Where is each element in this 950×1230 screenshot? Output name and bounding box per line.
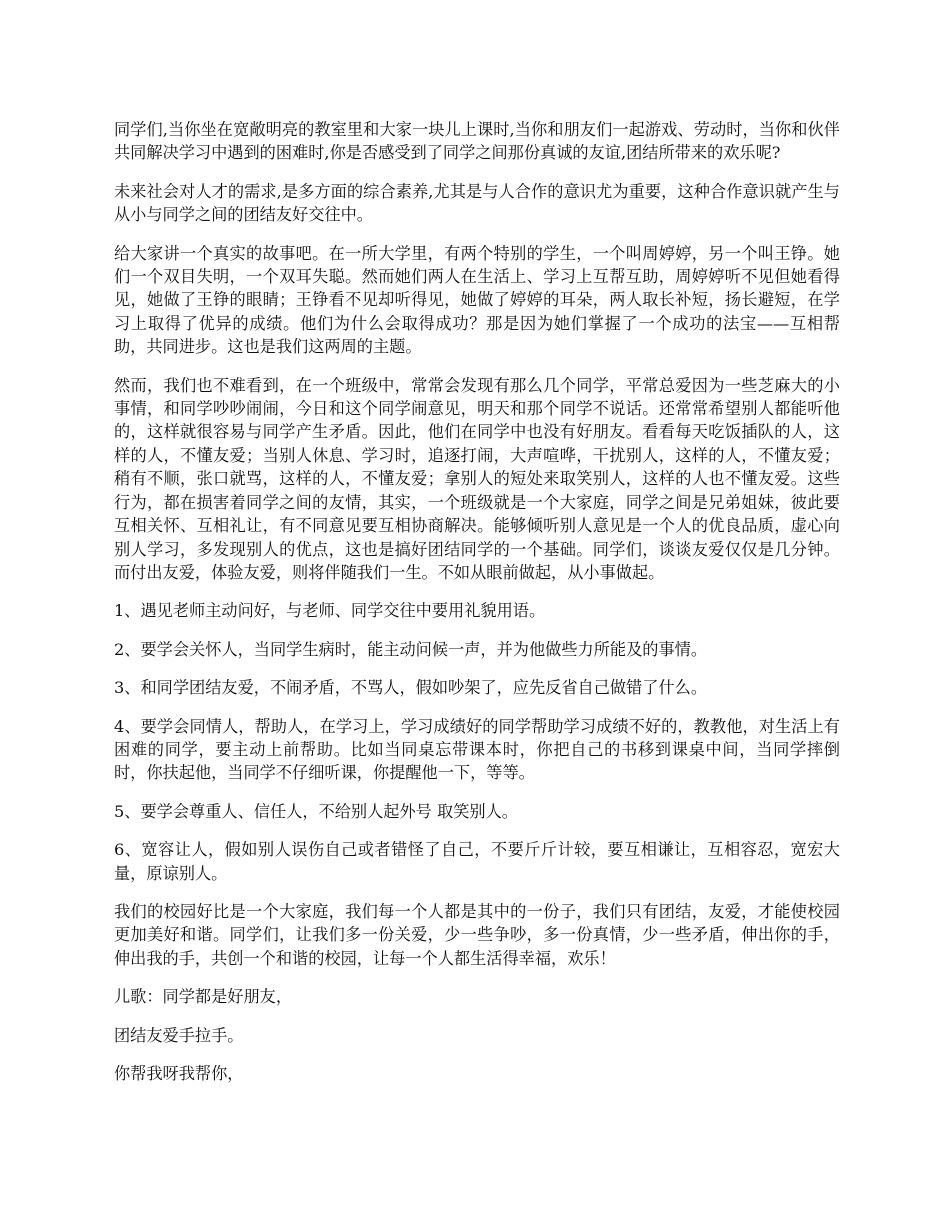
paragraph-story: 给大家讲一个真实的故事吧。在一所大学里，有两个特别的学生，一个叫周婷婷，另一个叫王铮。她们一个双目失明，一个双耳失聪。然而她们两人在生活上、学习上互帮互助，周婷婷听不见但她看得见，她做了王铮的眼睛；王铮看不见却听得见，她做了婷婷的耳朵，两人取长补短，扬长避短，在学习上取得了优异的成绩。他们为什么会取得成功？那是因为她们掌握了一个成功的法宝——互相帮助，共同进步。这也是我们这两周的主题。 — [114, 243, 840, 357]
list-item-4: 4、要学会同情人，帮助人，在学习上，学习成绩好的同学帮助学习成绩不好的，教教他，对生活上有困难的同学，要主动上前帮助。比如当同桌忘带课本时，你把自己的书移到课桌中间，当同学摔倒时，你扶起他，当同学不仔细听课，你提醒他一下，等等。 — [114, 716, 840, 783]
song-line-1: 儿歌：同学都是好朋友， — [114, 987, 293, 1007]
song-line-2: 团结友爱手拉手。 — [114, 1025, 244, 1045]
paragraph-conclusion: 我们的校园好比是一个大家庭，我们每一个人都是其中的一份子，我们只有团结，友爱，才能使校园更加美好和谐。同学们，让我们多一份关爱，少一些争吵，多一份真情，少一些矛盾，伸出你的手，伸出我的手，共创一个和谐的校园，让每一个人都生活得幸福，欢乐！ — [114, 901, 840, 968]
song-line-3: 你帮我呀我帮你， — [114, 1064, 244, 1083]
paragraph-intro: 同学们,当你坐在宽敞明亮的教室里和大家一块儿上课时,当你和朋友们一起游戏、劳动时，当你和伙伴共同解决学习中遇到的困难时,你是否感受到了同学之间那份真诚的友谊,团结所带来的欢乐呢? — [114, 120, 840, 163]
list-item-2: 2、要学会关怀人，当同学生病时，能主动问候一声，并为他做些力所能及的事情。 — [114, 639, 708, 659]
list-item-3: 3、和同学团结友爱，不闹矛盾，不骂人，假如吵架了，应先反省自己做错了什么。 — [114, 678, 708, 698]
document-body — [114, 118, 840, 1100]
list-item-1: 1、遇见老师主动问好，与老师、同学交往中要用礼貌用语。 — [114, 601, 546, 621]
paragraph-cooperation: 未来社会对人才的需求,是多方面的综合素养,尤其是与人合作的意识尤为重要，这种合作意识就产生与从小与同学之间的团结友好交往中。 — [114, 181, 840, 225]
paragraph-behavior: 然而，我们也不难看到，在一个班级中，常常会发现有那么几个同学，平常总爱因为一些芝麻大的小事情，和同学吵吵闹闹，今日和这个同学闹意见，明天和那个同学不说话。还常常希望别人都能听他的，这样就很容易与同学产生矛盾。因此，他们在同学中也没有好朋友。看看每天吃饭插队的人，这样的人，不懂友爱；当别人休息、学习时，追逐打闹，大声喧哗，干扰别人，这样的人，不懂友爱；稍有不顺，张口就骂，这样的人，不懂友爱；拿别人的短处来取笑别人，这样的人也不懂友爱。这些行为，都在损害着同学之间的友情，其实，一个班级就是一个大家庭，同学之间是兄弟姐妹，彼此要互相关怀、互相礼让，有不同意见要互相协商解决。能够倾听别人意见是一个人的优良品质，虚心向别人学习，多发现别人的优点，这也是搞好团结同学的一个基础。同学们，谈谈友爱仅仅是几分钟。而付出友爱，体验友爱，则将伴随我们一生。不如从眼前做起，从小事做起。 — [114, 375, 840, 582]
list-item-6: 6、宽容让人，假如别人误伤自己或者错怪了自己，不要斤斤计较，要互相谦让，互相容忍，宽宏大量，原谅别人。 — [114, 840, 840, 883]
list-item-5: 5、要学会尊重人、信任人，不给别人起外号 取笑别人。 — [114, 801, 518, 821]
